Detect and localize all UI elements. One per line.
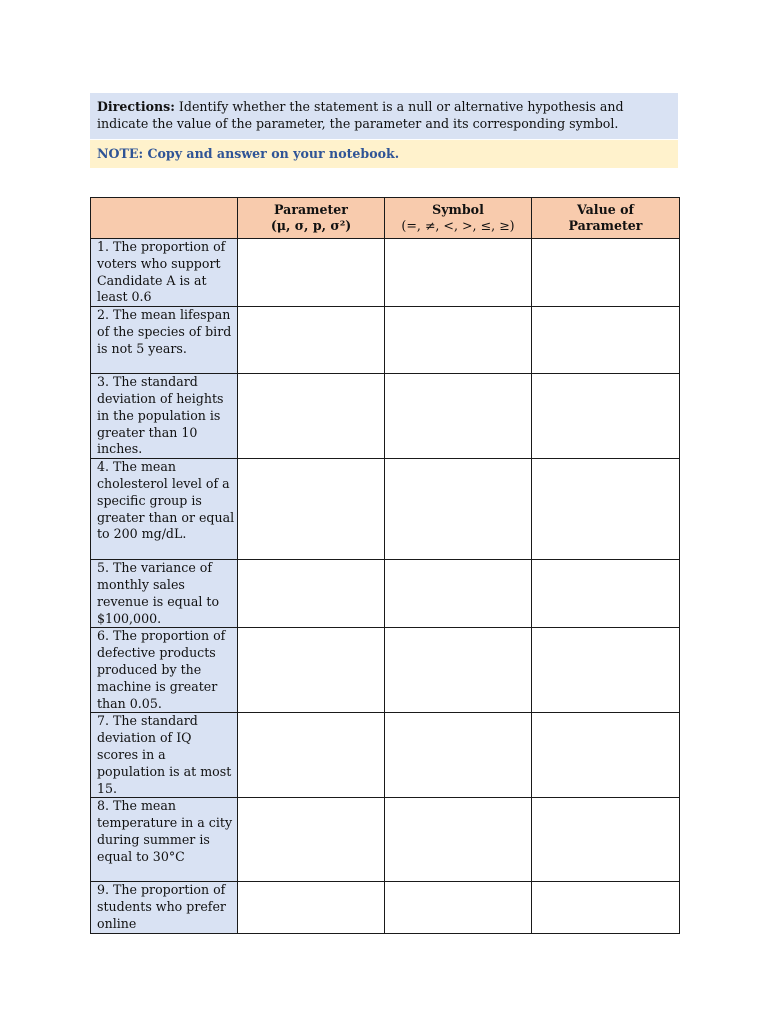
table-row xyxy=(91,628,680,713)
value-answer-cell[interactable] xyxy=(532,239,680,307)
header-parameter-symbols: (μ, σ, p, σ²) xyxy=(270,218,352,233)
parameter-answer-cell[interactable] xyxy=(238,628,385,713)
symbol-answer-cell[interactable] xyxy=(385,239,532,307)
header-row xyxy=(91,198,680,239)
symbol-answer-cell[interactable] xyxy=(385,374,532,459)
symbol-answer-cell[interactable] xyxy=(385,713,532,798)
parameter-answer-cell[interactable] xyxy=(238,882,385,933)
table-row xyxy=(91,713,680,798)
parameter-answer-cell[interactable] xyxy=(238,239,385,307)
value-answer-cell[interactable] xyxy=(532,560,680,628)
symbol-answer-cell[interactable] xyxy=(385,560,532,628)
table-row xyxy=(91,307,680,374)
statement-cell: 7. The standard deviation of IQ scores in a population is at most 15. xyxy=(91,713,238,798)
directions-box xyxy=(90,93,678,139)
statement-cell: 6. The proportion of defective products produced by the machine is greater than 0.05. xyxy=(91,628,238,713)
parameter-answer-cell[interactable] xyxy=(238,713,385,798)
header-parameter xyxy=(238,198,385,239)
value-answer-cell[interactable] xyxy=(532,628,680,713)
parameter-answer-cell[interactable] xyxy=(238,560,385,628)
value-answer-cell[interactable] xyxy=(532,882,680,933)
header-value-line1: Value of xyxy=(577,202,634,217)
table-row xyxy=(91,374,680,459)
table-row xyxy=(91,798,680,882)
statement-cell: 9. The proportion of students who prefer online xyxy=(91,882,238,933)
header-parameter-title: Parameter xyxy=(274,202,348,217)
table-row xyxy=(91,459,680,560)
table-row xyxy=(91,239,680,307)
header-value xyxy=(532,198,680,239)
header-blank xyxy=(91,198,238,239)
value-answer-cell[interactable] xyxy=(532,307,680,374)
header-symbol xyxy=(385,198,532,239)
statement-cell: 1. The proportion of voters who support Candidate A is at least 0.6 xyxy=(91,239,238,307)
value-answer-cell[interactable] xyxy=(532,459,680,560)
symbol-answer-cell[interactable] xyxy=(385,798,532,882)
parameter-answer-cell[interactable] xyxy=(238,798,385,882)
statement-cell: 2. The mean lifespan of the species of bird is not 5 years. xyxy=(91,307,238,374)
symbol-answer-cell[interactable] xyxy=(385,628,532,713)
header-value-line2: Parameter xyxy=(568,218,643,233)
value-answer-cell[interactable] xyxy=(532,798,680,882)
header-symbol-symbols: (=, ≠, <, >, ≤, ≥) xyxy=(401,218,515,233)
table-row xyxy=(91,882,680,933)
directions-label: Directions: xyxy=(97,99,175,114)
statement-cell: 5. The variance of monthly sales revenue is equal to $100,000. xyxy=(91,560,238,628)
table-row xyxy=(91,560,680,628)
value-answer-cell[interactable] xyxy=(532,374,680,459)
symbol-answer-cell[interactable] xyxy=(385,882,532,933)
directions-text: Identify whether the statement is a null or alternative hypothesis and indicate the value of the parameter, the parameter and its corresponding symbol. xyxy=(97,99,624,131)
header-symbol-title: Symbol xyxy=(432,202,484,217)
parameter-answer-cell[interactable] xyxy=(238,459,385,560)
statement-cell: 4. The mean cholesterol level of a specific group is greater than or equal to 200 mg/dL. xyxy=(91,459,238,560)
parameter-answer-cell[interactable] xyxy=(238,307,385,374)
symbol-answer-cell[interactable] xyxy=(385,459,532,560)
symbol-answer-cell[interactable] xyxy=(385,307,532,374)
statement-cell: 8. The mean temperature in a city during summer is equal to 30°C xyxy=(91,798,238,882)
worksheet-table xyxy=(90,197,680,934)
parameter-answer-cell[interactable] xyxy=(238,374,385,459)
statement-cell: 3. The standard deviation of heights in the population is greater than 10 inches. xyxy=(91,374,238,459)
note-text: NOTE: Copy and answer on your notebook. xyxy=(97,146,400,161)
value-answer-cell[interactable] xyxy=(532,713,680,798)
note-box xyxy=(90,140,678,168)
